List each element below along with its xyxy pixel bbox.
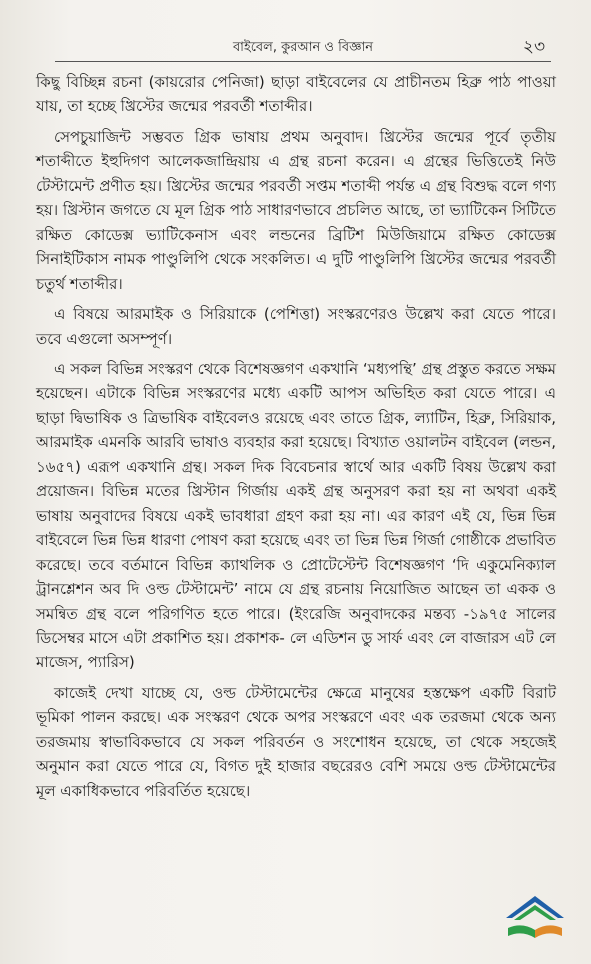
paragraph-2: সেপচুয়াজিন্ট সম্ভবত গ্রিক ভাষায় প্রথম অনুবাদ। খ্রিস্টের জন্মের পূর্বে তৃতীয় শতাব্দীতে ইহুদিগণ আলেকজান্দ্রিয়ায় এ গ্রন্থ রচনা করেন। এ গ্রন্থের ভিত্তিতেই নিউ টেস্টামেন্ট প্রণীত হয়। খ্রিস্টের জন্মের পরবর্তী সপ্তম শতাব্দী পর্যন্ত এ গ্রন্থ বিশুদ্ধ বলে গণ্য হয়। খ্রিস্টান জগতে যে মূল গ্রিক পাঠ সাধারণভাবে প্রচলিত আছে, তা ভ্যাটিকেন সিটিতে রক্ষিত কোডেক্স ভ্যাটিকেনাস এবং লন্ডনের ব্রিটিশ মিউজিয়ামে রক্ষিত কোডেক্স সিনাইটিকাস নামক পাণ্ডুলিপি থেকে সংকলিত। এ দুটি পাণ্ডুলিপি খ্রিস্টের জন্মের পরবর্তী চতুর্থ শতাব্দীর। [36, 127, 556, 293]
paragraph-5: কাজেই দেখা যাচ্ছে যে, ওল্ড টেস্টামেন্টের ক্ষেত্রে মানুষের হস্তক্ষেপ একটি বিরাট ভূমিকা পালন করছে। এক সংস্করণ থেকে অপর সংস্করণে এবং এক তরজমা থেকে অন্য তরজমায় স্বাভাবিকভাবে যে সকল পরিবর্তন ও সংশোধন হয়েছে, তা থেকে সহজেই অনুমান করা যেতে পারে যে, বিগত দুই হাজার বছরেরও বেশি সময়ে ওল্ড টেস্টামেন্টের মূল একাধিকভাবে পরিবর্তিত হয়েছে। [36, 683, 556, 800]
page-number: ২৩ [522, 37, 545, 57]
header-rule [55, 61, 551, 62]
paragraph-4: এ সকল বিভিন্ন সংস্করণ থেকে বিশেষজ্ঞগণ একখানি ‘মধ্যপন্থি’ গ্রন্থ প্রস্তুত করতে সক্ষম হয়েছেন। এটাকে বিভিন্ন সংস্করণের মধ্যে একটি আপস অভিহিত করা যেতে পারে। এ ছাড়া দ্বিভাষিক ও ত্রিভাষিক বাইবেলও রয়েছে এবং তাতে গ্রিক, ল্যাটিন, হিব্রু, সিরিয়াক, আরমাইক এমনকি আরবি ভাষাও ব্যবহার করা হয়েছে। বিখ্যাত ওয়ালটন বাইবেল (লন্ডন, ১৬৫৭) এরূপ একখানি গ্রন্থ। সকল দিক বিবেচনার স্বার্থে আর একটি বিষয় উল্লেখ করা প্রয়োজন। বিভিন্ন মতের খ্রিস্টান গির্জায় একই গ্রন্থ অনুসরণ করা হয় না অথবা একই ভাষায় অনুবাদের বিষয়ে একই ভাবধারা গ্রহণ করা হয় না। এর কারণ এই যে, ভিন্ন ভিন্ন বাইবেলে ভিন্ন ভিন্ন ধারণা পোষণ করা হয়েছে এবং তা ভিন্ন ভিন্ন গির্জা গোষ্ঠীকে প্রভাবিত করেছে। তবে বর্তমানে বিভিন্ন ক্যাথলিক ও প্রোটেস্টেন্ট বিশেষজ্ঞগণ ‘দি একুমেনিক্যাল ট্রানশ্লেশন অব দি ওল্ড টেস্টামেন্ট’ নামে যে গ্রন্থ রচনায় নিয়োজিত আছেন তা একক ও সমন্বিত গ্রন্থ বলে পরিগণিত হতে পারে। (ইংরেজি অনুবাদকের মন্তব্য -১৯৭৫ সালের ডিসেম্বর মাসে এটা প্রকাশিত হয়। প্রকাশক- লে এডিশন ডু সার্ফ এবং লে বাজারস এট লে মাজেস, প্যারিস) [36, 359, 556, 672]
paragraph-1: কিছু বিচ্ছিন্ন রচনা (কায়রোর পেনিজা) ছাড়া বাইবেলের যে প্রাচীনতম হিব্রু পাঠ পাওয়া যায়, তা হচ্ছে খ্রিস্টের জন্মের পরবর্তী শতাব্দীর। [36, 73, 556, 116]
logo-book-right [535, 925, 562, 938]
body-text [36, 70, 556, 809]
page-header [55, 34, 551, 62]
running-title: বাইবেল, কুরআন ও বিজ্ঞান [232, 40, 374, 55]
publisher-logo [498, 888, 572, 944]
paragraph-3: এ বিষয়ে আরমাইক ও সিরিয়াকে (পেশিত্তা) সংস্করণেরও উল্লেখ করা যেতে পারে। তবে এগুলো অসম্পূর্ণ। [36, 305, 556, 348]
logo-book-left [508, 925, 535, 938]
